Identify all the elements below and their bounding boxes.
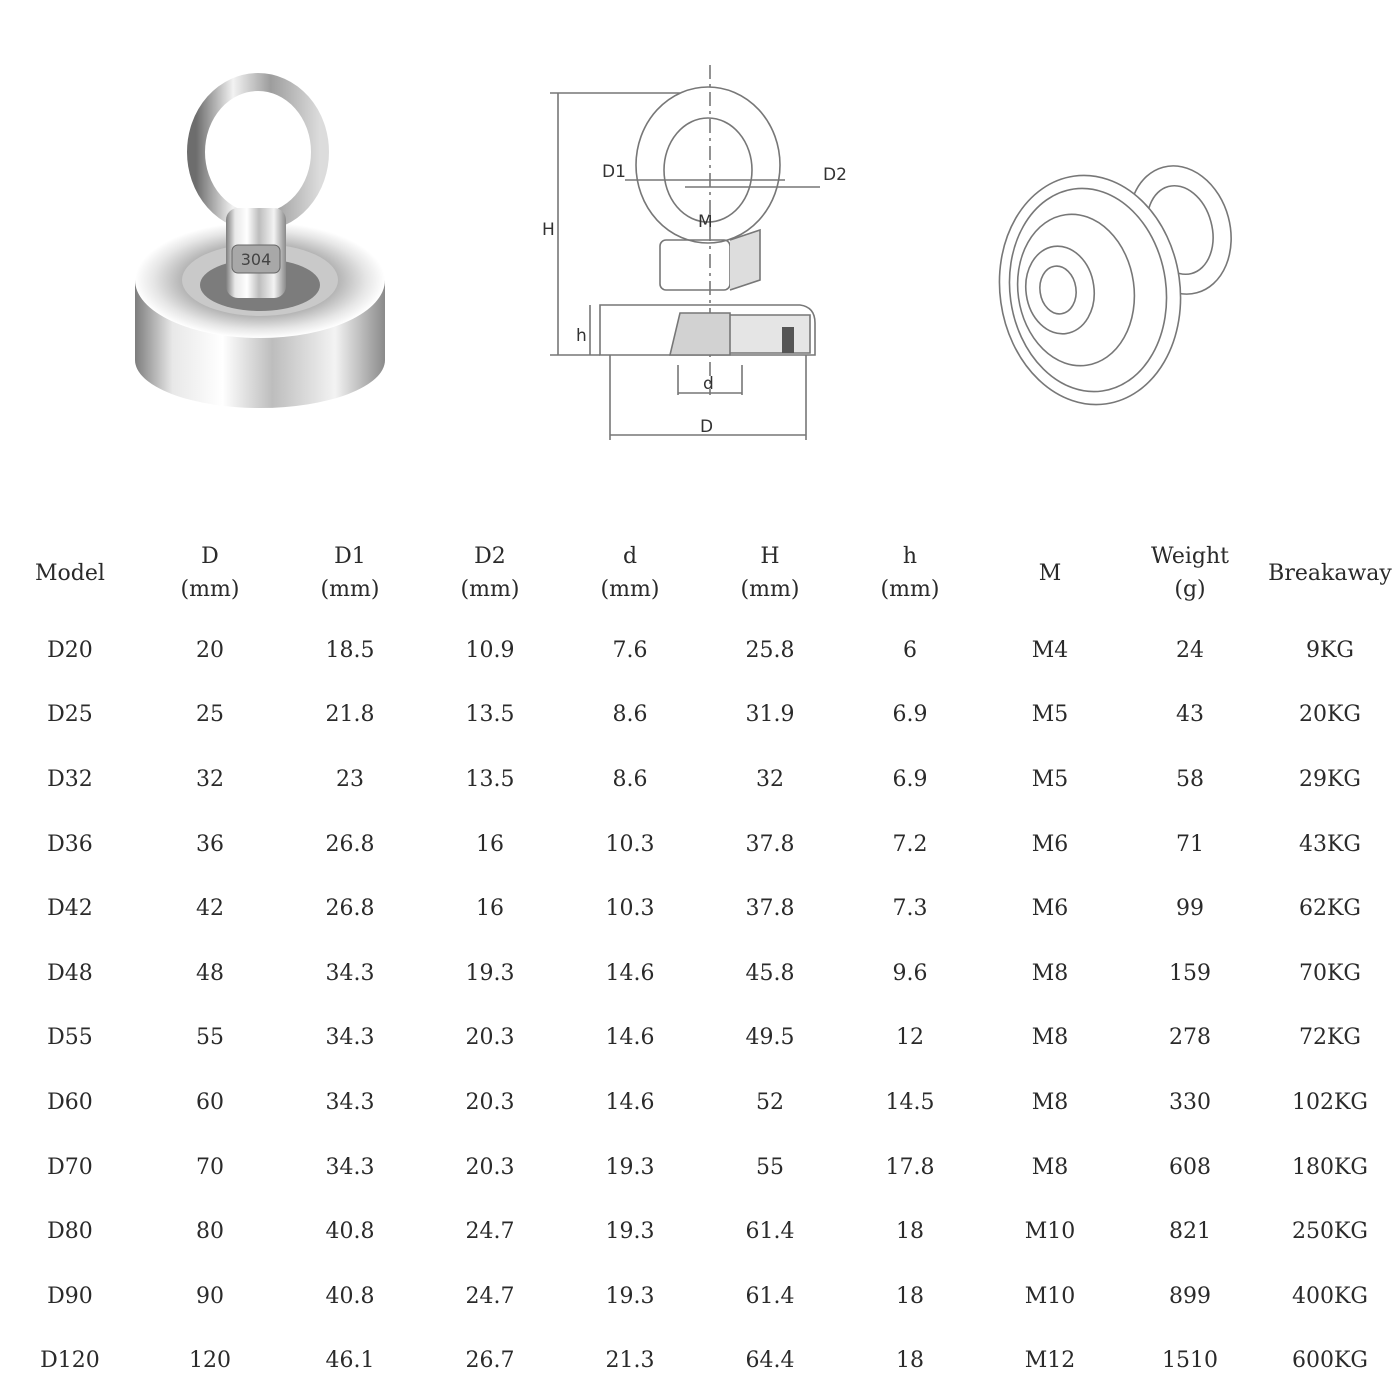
table-cell: 120 xyxy=(189,1348,231,1374)
table-cell: 31.9 xyxy=(745,702,795,728)
table-cell: 20.3 xyxy=(465,1025,515,1051)
table-cell: 24.7 xyxy=(465,1219,515,1245)
column-header xyxy=(980,528,1120,618)
table-header-row xyxy=(0,528,1400,618)
table-cell: 13.5 xyxy=(465,766,515,792)
table-cell: 36 xyxy=(196,831,224,857)
table-cell: 250KG xyxy=(1291,1219,1368,1245)
table-cell: 26.8 xyxy=(325,831,375,857)
column-header xyxy=(0,528,140,618)
table-cell: 1510 xyxy=(1162,1348,1218,1374)
table-row xyxy=(0,618,1400,683)
table-cell: 180KG xyxy=(1291,1154,1368,1180)
table-cell: 10.3 xyxy=(605,896,655,922)
table-cell: D20 xyxy=(47,637,93,663)
table-cell: 20 xyxy=(196,637,224,663)
grade-stamp: 304 xyxy=(240,250,272,269)
table-cell: 90 xyxy=(196,1283,224,1309)
table-cell: 899 xyxy=(1169,1283,1211,1309)
table-cell: 102KG xyxy=(1291,1089,1368,1115)
table-cell: 40.8 xyxy=(325,1283,375,1309)
column-header-label: d xyxy=(622,544,638,569)
dim-label-d2: D2 xyxy=(823,165,847,185)
table-cell: 24.7 xyxy=(465,1283,515,1309)
column-header xyxy=(420,528,560,618)
table-row xyxy=(0,683,1400,748)
table-cell: 61.4 xyxy=(745,1219,795,1245)
dim-label-d1: D1 xyxy=(602,162,626,182)
table-cell: 14.6 xyxy=(605,1089,655,1115)
table-row xyxy=(0,1199,1400,1264)
table-row xyxy=(0,1135,1400,1200)
table-cell: M12 xyxy=(1024,1348,1076,1374)
table-cell: 6.9 xyxy=(892,766,928,792)
table-cell: 6 xyxy=(903,637,917,663)
table-cell: M8 xyxy=(1031,1154,1069,1180)
column-header-unit: (mm) xyxy=(460,577,520,602)
table-cell: 8.6 xyxy=(612,766,648,792)
table-cell: D42 xyxy=(47,896,93,922)
column-header-label: D xyxy=(201,544,219,569)
table-cell: 19.3 xyxy=(605,1154,655,1180)
table-cell: D25 xyxy=(47,702,93,728)
dim-label-m: M xyxy=(698,212,713,232)
table-cell: 58 xyxy=(1176,766,1204,792)
column-header xyxy=(1260,528,1400,618)
table-cell: 23 xyxy=(336,766,364,792)
table-cell: 16 xyxy=(476,831,504,857)
column-header-unit: (mm) xyxy=(880,577,940,602)
isometric-drawing xyxy=(980,150,1250,420)
table-cell: D120 xyxy=(40,1348,100,1374)
table-cell: 7.3 xyxy=(892,896,928,922)
column-header-label: Model xyxy=(35,560,105,586)
table-cell: 14.6 xyxy=(605,1025,655,1051)
table-cell: 40.8 xyxy=(325,1219,375,1245)
table-row xyxy=(0,1070,1400,1135)
table-cell: M10 xyxy=(1024,1283,1076,1309)
column-header-label: Breakaway xyxy=(1268,560,1392,586)
column-header-label: h xyxy=(902,544,918,569)
table-cell: 7.6 xyxy=(612,637,648,663)
table-cell: 19.3 xyxy=(605,1283,655,1309)
table-cell: 34.3 xyxy=(325,1089,375,1115)
table-cell: 6.9 xyxy=(892,702,928,728)
table-cell: 12 xyxy=(896,1025,924,1051)
column-header-unit: (mm) xyxy=(320,577,380,602)
column-header-unit: (mm) xyxy=(600,577,660,602)
table-cell: 26.7 xyxy=(465,1348,515,1374)
table-cell: 55 xyxy=(196,1025,224,1051)
table-row xyxy=(0,1006,1400,1071)
table-cell: 330 xyxy=(1169,1089,1211,1115)
product-figures xyxy=(0,0,1400,480)
table-cell: 45.8 xyxy=(745,960,795,986)
table-cell: 32 xyxy=(196,766,224,792)
table-cell: D55 xyxy=(47,1025,93,1051)
table-cell: 64.4 xyxy=(745,1348,795,1374)
table-row xyxy=(0,876,1400,941)
table-cell: 49.5 xyxy=(745,1025,795,1051)
table-cell: M5 xyxy=(1031,702,1069,728)
table-cell: M5 xyxy=(1031,766,1069,792)
table-cell: 20KG xyxy=(1298,702,1361,728)
table-cell: 61.4 xyxy=(745,1283,795,1309)
table-cell: 13.5 xyxy=(465,702,515,728)
column-header-unit: (mm) xyxy=(180,577,240,602)
column-header xyxy=(840,528,980,618)
dim-label-d-small: d xyxy=(703,374,714,394)
table-cell: 400KG xyxy=(1291,1283,1368,1309)
column-header xyxy=(560,528,700,618)
column-header-label: H xyxy=(760,544,780,569)
table-cell: 18 xyxy=(896,1283,924,1309)
table-cell: 17.8 xyxy=(885,1154,935,1180)
table-cell: 60 xyxy=(196,1089,224,1115)
table-cell: 46.1 xyxy=(325,1348,375,1374)
table-cell: 8.6 xyxy=(612,702,648,728)
table-cell: 25 xyxy=(196,702,224,728)
table-cell: 18 xyxy=(896,1219,924,1245)
table-cell: M6 xyxy=(1031,831,1069,857)
table-cell: 72KG xyxy=(1298,1025,1361,1051)
dim-label-h-base: h xyxy=(576,326,587,346)
table-cell: 34.3 xyxy=(325,960,375,986)
table-cell: 32 xyxy=(756,766,784,792)
table-cell: 71 xyxy=(1176,831,1204,857)
table-cell: D80 xyxy=(47,1219,93,1245)
table-cell: D36 xyxy=(47,831,93,857)
table-cell: 18.5 xyxy=(325,637,375,663)
table-cell: M8 xyxy=(1031,1089,1069,1115)
technical-drawing xyxy=(530,55,860,455)
table-row xyxy=(0,1264,1400,1329)
table-cell: 18 xyxy=(896,1348,924,1374)
table-cell: M8 xyxy=(1031,960,1069,986)
table-cell: 278 xyxy=(1169,1025,1211,1051)
table-cell: 10.3 xyxy=(605,831,655,857)
table-cell: 43KG xyxy=(1298,831,1361,857)
table-cell: D60 xyxy=(47,1089,93,1115)
table-cell: 9KG xyxy=(1305,637,1354,663)
table-cell: 821 xyxy=(1169,1219,1211,1245)
table-cell: 70 xyxy=(196,1154,224,1180)
table-cell: 159 xyxy=(1169,960,1211,986)
table-cell: 37.8 xyxy=(745,831,795,857)
table-cell: 9.6 xyxy=(892,960,928,986)
table-cell: M10 xyxy=(1024,1219,1076,1245)
table-cell: 99 xyxy=(1176,896,1204,922)
table-row xyxy=(0,1329,1400,1394)
table-cell: 29KG xyxy=(1298,766,1361,792)
table-cell: 21.3 xyxy=(605,1348,655,1374)
column-header-unit: (mm) xyxy=(740,577,800,602)
table-cell: 34.3 xyxy=(325,1025,375,1051)
column-header-label: D1 xyxy=(334,544,366,569)
table-cell: 26.8 xyxy=(325,896,375,922)
table-cell: 24 xyxy=(1176,637,1204,663)
table-cell: 80 xyxy=(196,1219,224,1245)
table-cell: 10.9 xyxy=(465,637,515,663)
column-header xyxy=(280,528,420,618)
column-header xyxy=(700,528,840,618)
magnet-photo xyxy=(120,70,400,430)
dim-label-d-large: D xyxy=(700,417,714,437)
table-cell: M4 xyxy=(1031,637,1069,663)
column-header xyxy=(1120,528,1260,618)
table-cell: 52 xyxy=(756,1089,784,1115)
table-cell: M8 xyxy=(1031,1025,1069,1051)
column-header-label: Weight xyxy=(1151,544,1229,569)
column-header-unit: (g) xyxy=(1174,577,1206,602)
table-cell: 7.2 xyxy=(892,831,928,857)
column-header xyxy=(140,528,280,618)
dim-label-h-total: H xyxy=(542,220,555,240)
table-row xyxy=(0,747,1400,812)
table-cell: 608 xyxy=(1169,1154,1211,1180)
table-cell: 19.3 xyxy=(605,1219,655,1245)
table-cell: M6 xyxy=(1031,896,1069,922)
table-cell: D32 xyxy=(47,766,93,792)
table-row xyxy=(0,941,1400,1006)
table-cell: 62KG xyxy=(1298,896,1361,922)
table-cell: 34.3 xyxy=(325,1154,375,1180)
table-row xyxy=(0,812,1400,877)
table-cell: 42 xyxy=(196,896,224,922)
table-cell: 16 xyxy=(476,896,504,922)
table-cell: 21.8 xyxy=(325,702,375,728)
column-header-label: M xyxy=(1038,560,1062,586)
table-cell: 70KG xyxy=(1298,960,1361,986)
specification-table xyxy=(0,528,1400,1393)
table-cell: 55 xyxy=(756,1154,784,1180)
table-cell: 43 xyxy=(1176,702,1204,728)
table-cell: D90 xyxy=(47,1283,93,1309)
table-cell: 48 xyxy=(196,960,224,986)
table-cell: 20.3 xyxy=(465,1089,515,1115)
table-cell: 14.5 xyxy=(885,1089,935,1115)
table-cell: 600KG xyxy=(1291,1348,1368,1374)
table-cell: 37.8 xyxy=(745,896,795,922)
table-cell: 14.6 xyxy=(605,960,655,986)
column-header-label: D2 xyxy=(474,544,506,569)
table-cell: 19.3 xyxy=(465,960,515,986)
table-cell: D48 xyxy=(47,960,93,986)
table-cell: D70 xyxy=(47,1154,93,1180)
table-cell: 25.8 xyxy=(745,637,795,663)
table-cell: 20.3 xyxy=(465,1154,515,1180)
